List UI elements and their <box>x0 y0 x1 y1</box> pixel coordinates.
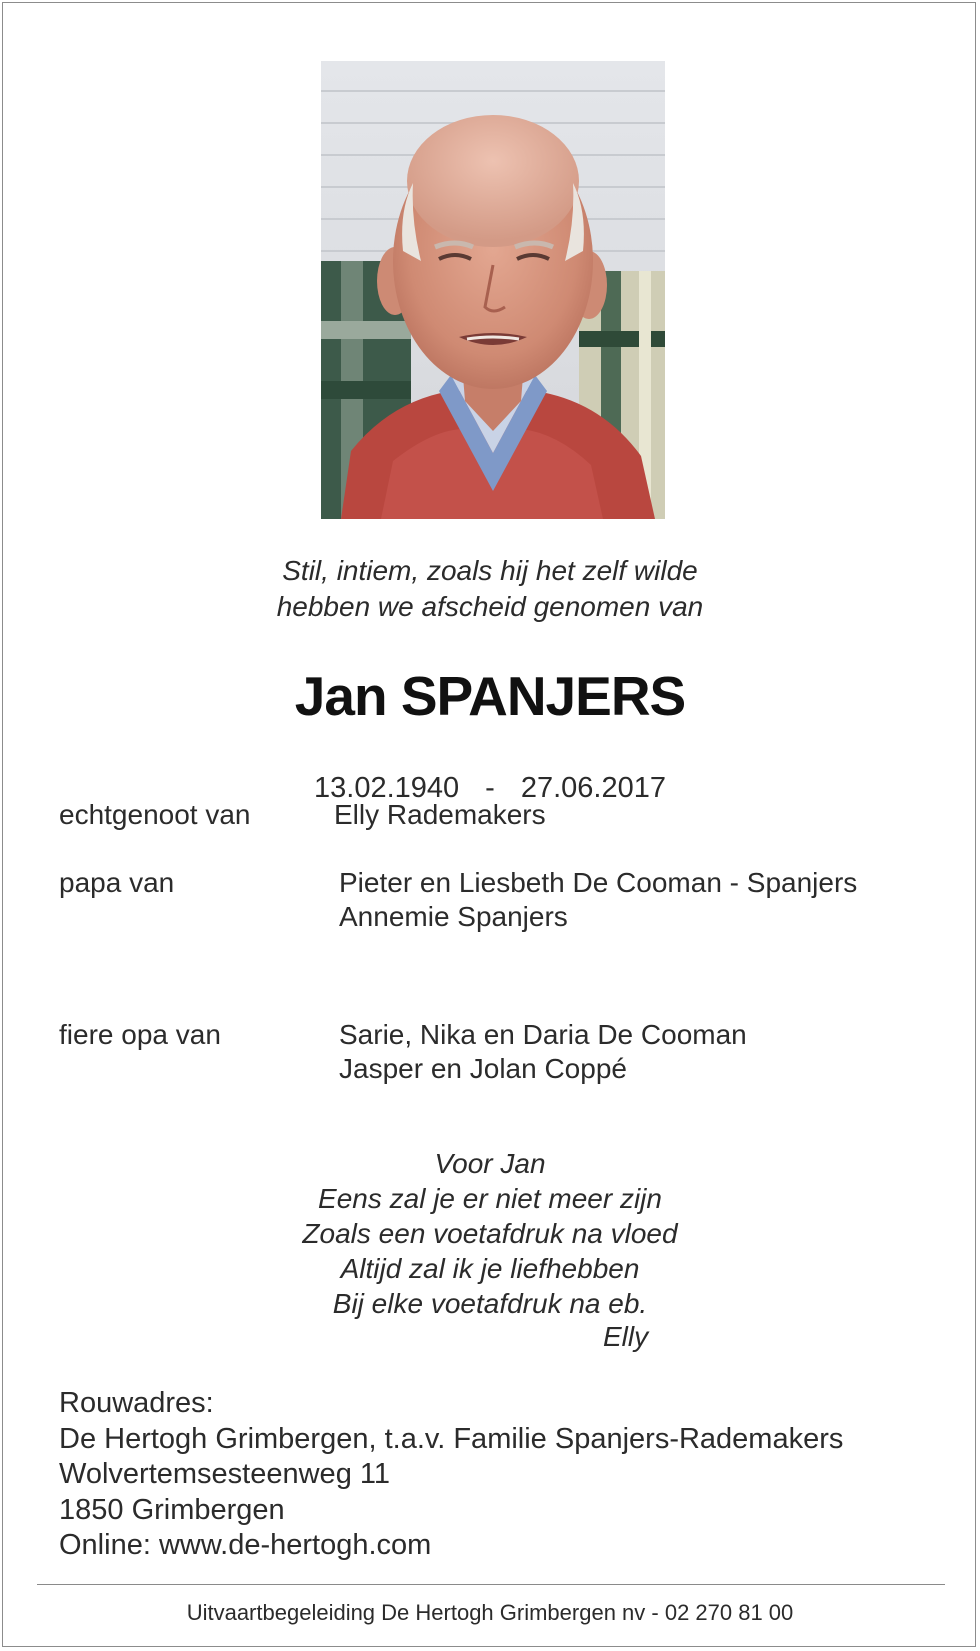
address-online: Online: www.de-hertogh.com <box>59 1529 432 1561</box>
death-date: 27.06.2017 <box>520 772 666 804</box>
birth-date: 13.02.1940 <box>314 772 460 804</box>
intro-line-2: hebben we afscheid genomen van <box>276 591 704 622</box>
relation-name: Pieter en Liesbeth De Cooman - Spanjers <box>339 867 858 898</box>
relation-name: Elly Rademakers <box>334 799 546 830</box>
portrait-photo-icon <box>321 61 665 519</box>
address-line-1: De Hertogh Grimbergen, t.a.v. Familie Spanjers-Rademakers <box>59 1422 844 1455</box>
relation-names-spouse <box>334 798 546 832</box>
relation-names-grandchildren <box>339 1018 747 1086</box>
date-separator: - <box>485 772 495 804</box>
intro-line-1: Stil, intiem, zoals hij het zelf wilde <box>282 555 698 586</box>
footer-text: Uitvaartbegeleiding De Hertogh Grimbergen nv - 02 270 81 00 <box>186 1600 794 1625</box>
address-heading: Rouwadres: <box>59 1387 214 1419</box>
poem-line: Zoals een voetafdruk na vloed <box>302 1218 678 1249</box>
poem <box>265 1146 715 1321</box>
poem-line: Eens zal je er niet meer zijn <box>318 1183 662 1214</box>
portrait-photo <box>321 61 665 519</box>
relation-name: Jasper en Jolan Coppé <box>339 1053 627 1084</box>
relation-label-grandchildren: fiere opa van <box>59 1019 221 1050</box>
poem-line: Altijd zal ik je liefhebben <box>340 1253 640 1284</box>
address-line-2: Wolvertemsesteenweg 11 <box>59 1458 390 1490</box>
deceased-name: Jan SPANJERS <box>294 665 686 727</box>
poem-signature: Elly <box>603 1321 649 1352</box>
mourning-address <box>59 1386 843 1564</box>
relation-names-children <box>339 866 857 934</box>
footer-divider <box>37 1584 945 1585</box>
address-line-3: 1850 Grimbergen <box>59 1493 285 1526</box>
relation-label-children: papa van <box>59 867 175 898</box>
relation-name: Annemie Spanjers <box>339 901 568 932</box>
relation-label-spouse: echtgenoot van <box>59 799 251 830</box>
obituary-card <box>2 2 976 1647</box>
relation-name: Sarie, Nika en Daria De Cooman <box>339 1019 747 1050</box>
poem-line: Voor Jan <box>434 1148 546 1179</box>
intro-text <box>3 553 977 625</box>
poem-line: Bij elke voetafdruk na eb. <box>332 1288 648 1319</box>
